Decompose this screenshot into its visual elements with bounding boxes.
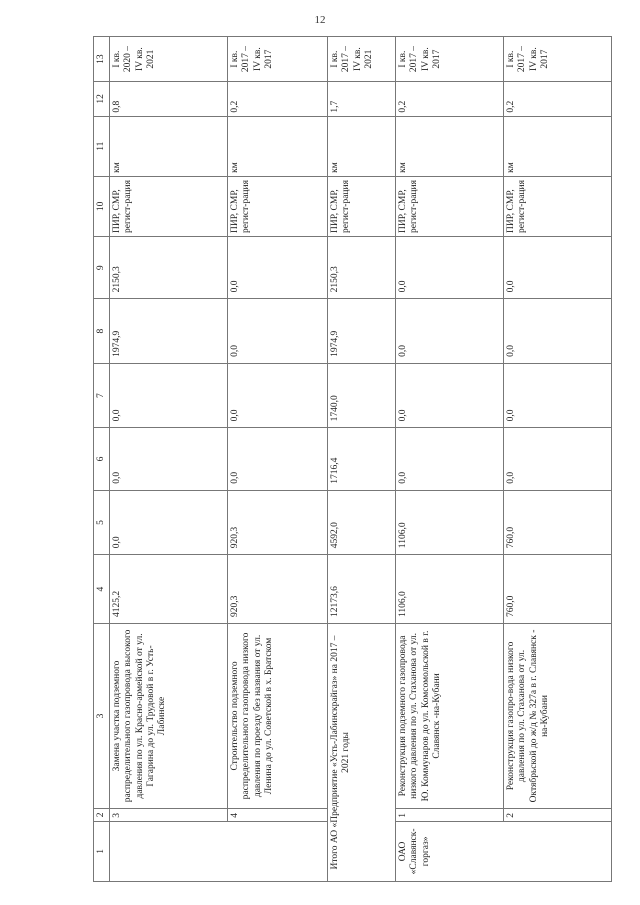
cell-value: 2150,3 (110, 237, 228, 299)
cell-unit: км (328, 116, 396, 176)
cell-object-name: Реконструкция подземного газопровода низкого давления по ул. Стаханова от ул. Ю. Коммунаров до ул. Комсомольской в г. Славянск -на-Кубани (396, 624, 504, 809)
col-header-8: 8 (94, 299, 110, 364)
cell-value: 0,0 (504, 237, 612, 299)
cell-value: 0,0 (228, 363, 328, 428)
cell-unit: км (228, 116, 328, 176)
cell-object-name: Строительство подземного распределительного газопровода низкого давления по проезду без названия от ул. Ленина до ул. Советской в х. Братском (228, 624, 328, 809)
table-row (228, 37, 328, 882)
total-value: 1740,0 (328, 363, 396, 428)
col-header-13: 13 (94, 37, 110, 82)
page-number: 12 (314, 14, 326, 26)
cell-value: 0,0 (396, 237, 504, 299)
table-row (504, 37, 612, 882)
cell-length: 0,8 (110, 82, 228, 116)
cell-value: 760,0 (504, 490, 612, 555)
cell-value: 0,0 (228, 237, 328, 299)
total-value: 1974,9 (328, 299, 396, 364)
cell-value: 0,0 (504, 428, 612, 490)
cell-period: I кв. 2017 – IV кв. 2017 (228, 37, 328, 82)
cell-row-number: 1 (396, 808, 504, 821)
cell-object-name: Замена участка подземного распределительного газопровода высокого давления по ул. Красно-армейской от ул. Гагарина до ул. Трудовой в г. Усть-Лабинске (110, 624, 228, 809)
cell-c1 (110, 821, 328, 881)
cell-value: 1106,0 (396, 555, 504, 624)
total-value: 12173,6 (328, 555, 396, 624)
cell-value: 0,0 (228, 428, 328, 490)
cell-work-type: ПИР, СМР, регист-рация (228, 176, 328, 236)
cell-length: 0,2 (504, 82, 612, 116)
col-header-10: 10 (94, 176, 110, 236)
cell-value: 920,3 (228, 490, 328, 555)
cell-row-number: 2 (504, 808, 612, 821)
rotated-table-frame (93, 36, 611, 882)
cell-value: 920,3 (228, 555, 328, 624)
cell-length: 0,2 (228, 82, 328, 116)
cell-work-type: ПИР, СМР, регист-рация (504, 176, 612, 236)
cell-work-type: ПИР, СМР, регист-рация (328, 176, 396, 236)
cell-value: 0,0 (396, 363, 504, 428)
cell-row-number: 3 (110, 808, 228, 821)
col-header-12: 12 (94, 82, 110, 116)
col-header-5: 5 (94, 490, 110, 555)
cell-length: 0,2 (396, 82, 504, 116)
cell-value: 0,0 (110, 428, 228, 490)
cell-period: I кв. 2017 – IV кв. 2017 (504, 37, 612, 82)
col-header-9: 9 (94, 237, 110, 299)
cell-value: 760,0 (504, 555, 612, 624)
col-header-4: 4 (94, 555, 110, 624)
total-label: Итого АО «Предприятие «Усть-Лабинскрайгаз» на 2017 – 2021 годы (328, 624, 396, 882)
total-value: 2150,3 (328, 237, 396, 299)
group-label: ОАО «Славянск-горгаз» (396, 821, 612, 881)
cell-value: 1106,0 (396, 490, 504, 555)
column-number-row (94, 37, 110, 882)
col-header-6: 6 (94, 428, 110, 490)
col-header-2: 2 (94, 808, 110, 821)
cell-value: 1974,9 (110, 299, 228, 364)
cell-row-number: 4 (228, 808, 328, 821)
cell-length: 1,7 (328, 82, 396, 116)
cell-work-type: ПИР, СМР, регист-рация (396, 176, 504, 236)
cell-value: 4125,2 (110, 555, 228, 624)
cell-value: 0,0 (110, 363, 228, 428)
col-header-7: 7 (94, 363, 110, 428)
table-row (110, 37, 228, 882)
cell-value: 0,0 (396, 428, 504, 490)
cell-value: 0,0 (504, 363, 612, 428)
cell-value: 0,0 (396, 299, 504, 364)
cell-period: I кв. 2017 – IV кв. 2017 (396, 37, 504, 82)
cell-value: 0,0 (228, 299, 328, 364)
cell-object-name: Реконструкция газопро-вода низкого давления по ул. Стаханова от ул. Октябрьской до ж/д № 327а в г. Славянск - на-Кубани (504, 624, 612, 809)
cell-work-type: ПИР, СМР, регист-рация (110, 176, 228, 236)
cell-unit: км (504, 116, 612, 176)
total-value: 1716,4 (328, 428, 396, 490)
cell-value: 0,0 (504, 299, 612, 364)
total-value: 4592,0 (328, 490, 396, 555)
table-row (396, 37, 504, 882)
cell-unit: км (396, 116, 504, 176)
cell-period: I кв. 2017 – IV кв. 2021 (328, 37, 396, 82)
total-row (328, 37, 396, 882)
col-header-1: 1 (94, 821, 110, 881)
investment-table (93, 36, 612, 882)
cell-value: 0,0 (110, 490, 228, 555)
cell-unit: км (110, 116, 228, 176)
cell-period: I кв. 2020 – IV кв. 2021 (110, 37, 228, 82)
col-header-11: 11 (94, 116, 110, 176)
col-header-3: 3 (94, 624, 110, 809)
